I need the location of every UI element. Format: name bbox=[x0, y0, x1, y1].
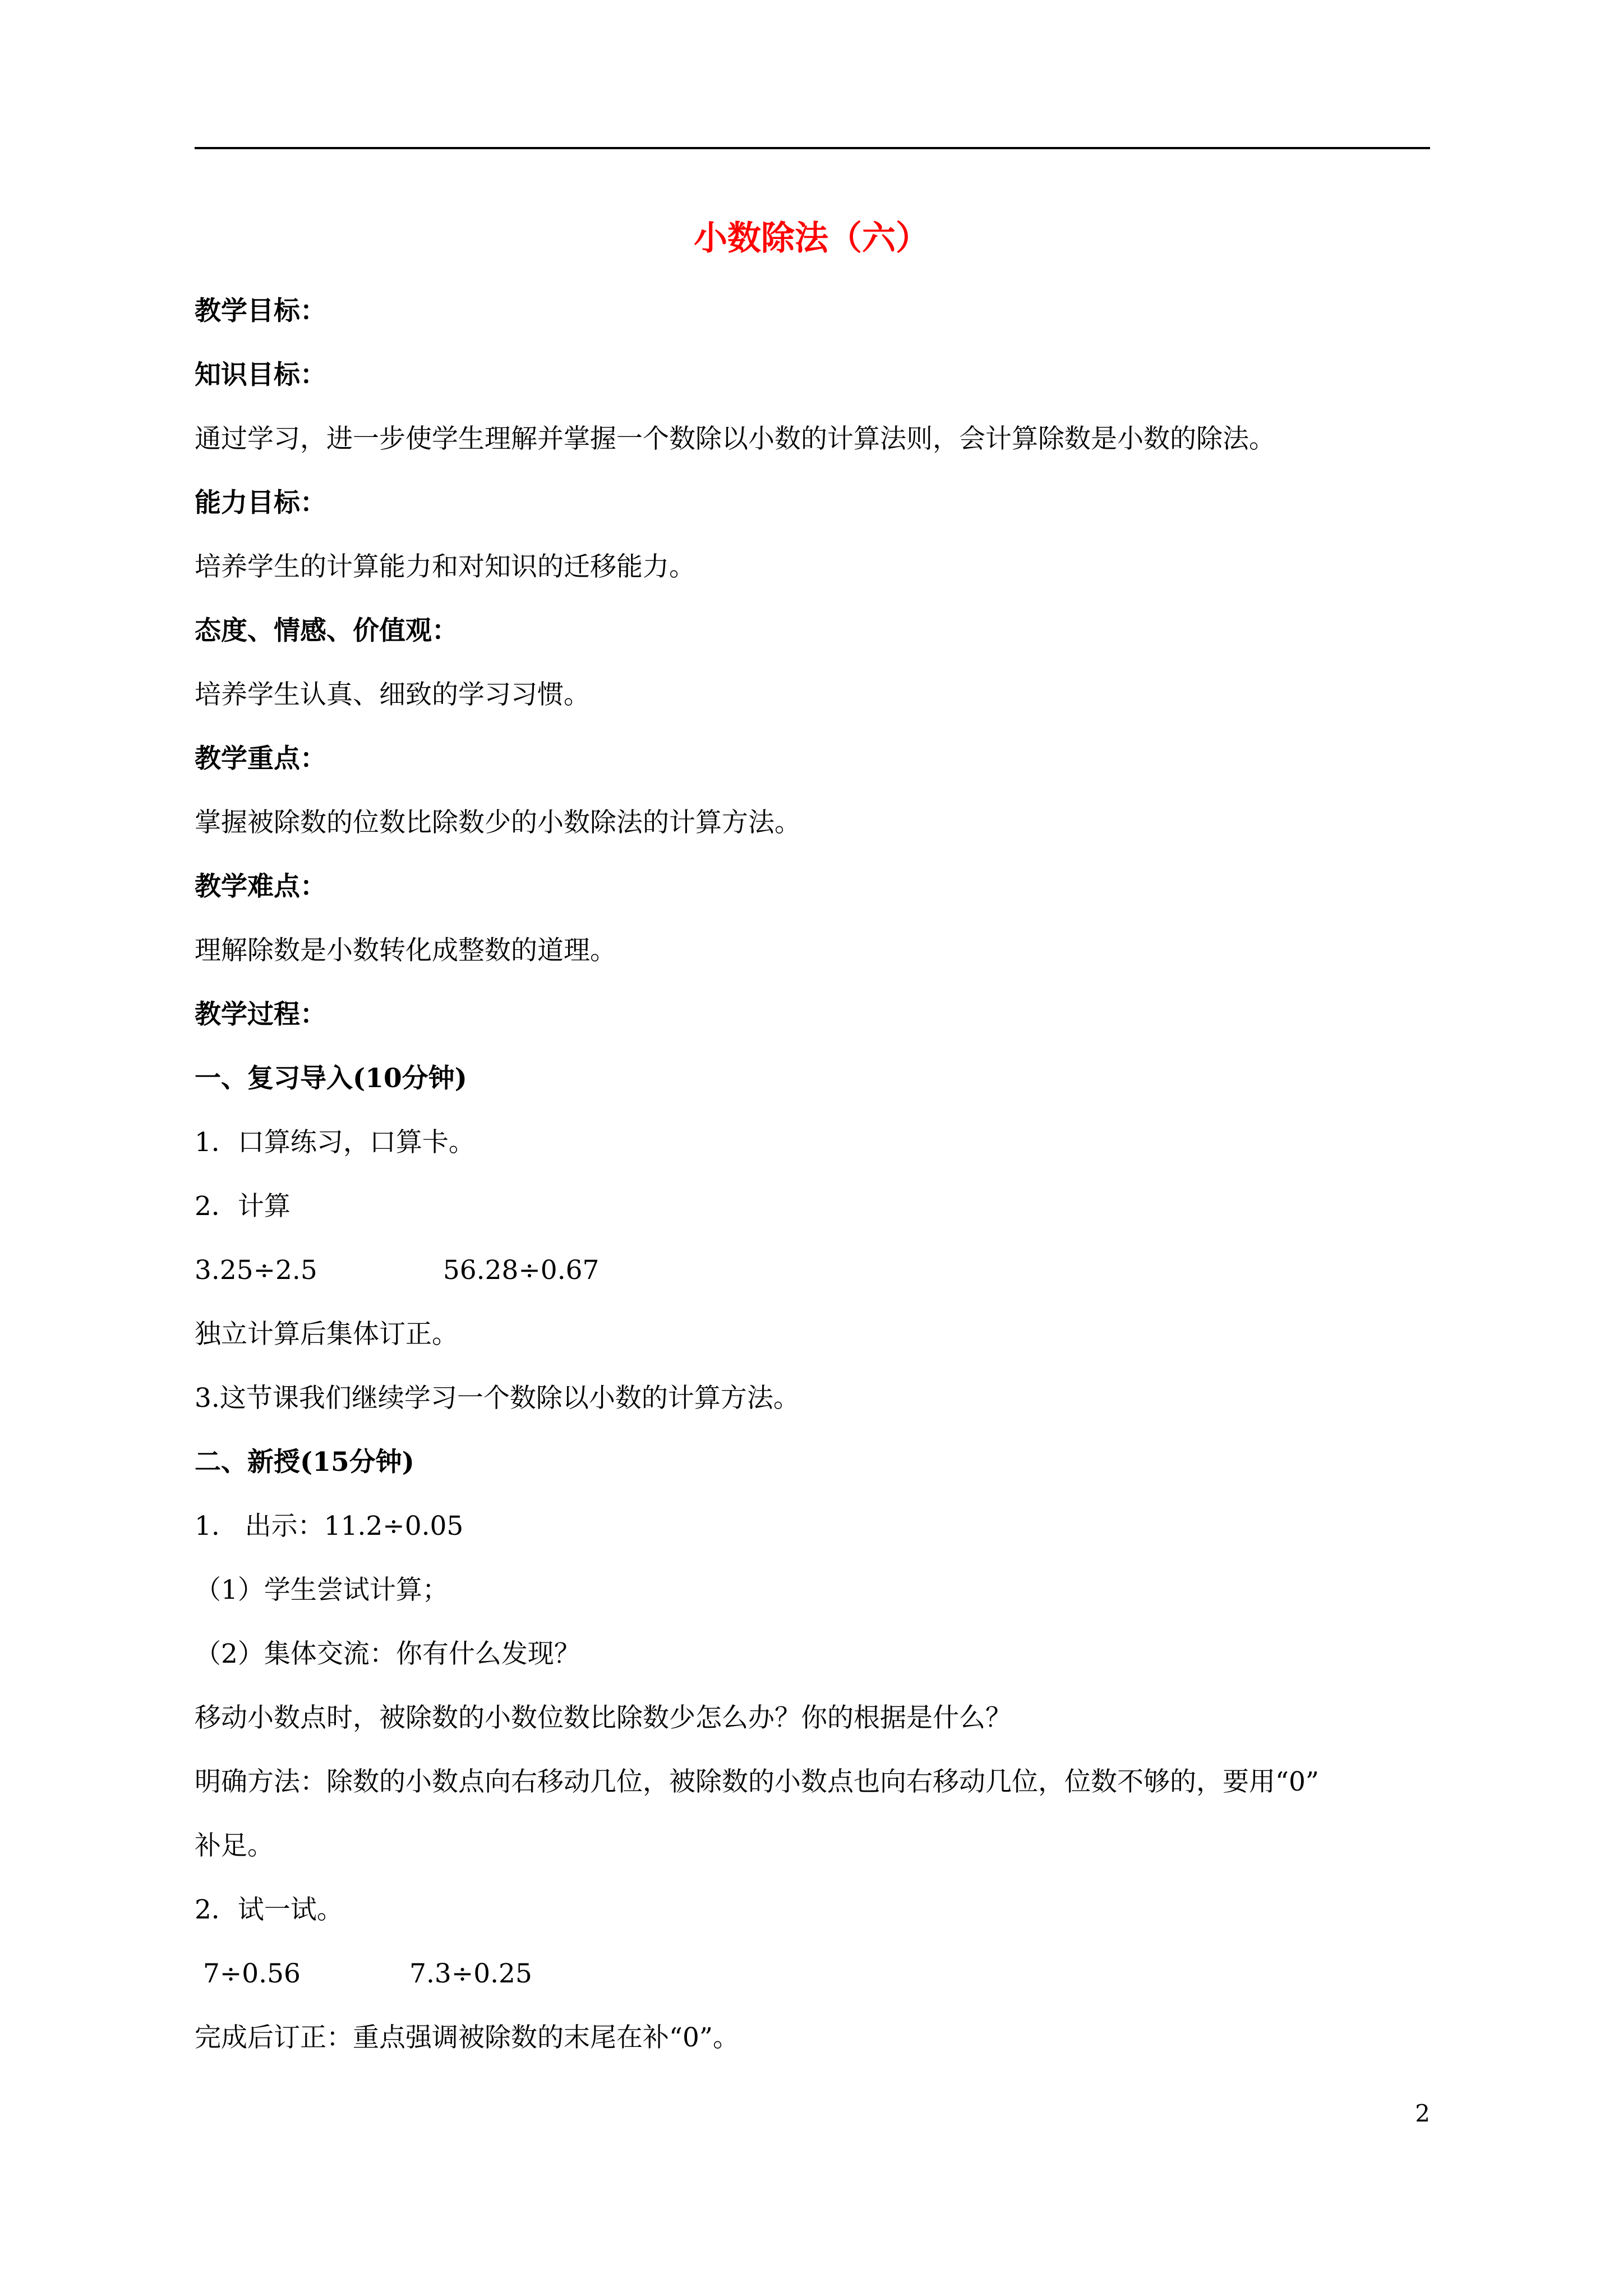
paragraph-correction: 独立计算后集体订正。 bbox=[195, 1319, 458, 1350]
paragraph-method-continued: 补足。 bbox=[195, 1830, 274, 1861]
section-heading-difficulties: 教学难点： bbox=[195, 871, 326, 902]
document-title: 小数除法（六） bbox=[694, 219, 929, 258]
list-item-group-discussion: （2）集体交流：你有什么发现？ bbox=[195, 1639, 580, 1669]
section-heading-teaching-goals: 教学目标： bbox=[195, 296, 326, 326]
section-heading-knowledge-goals: 知识目标： bbox=[195, 360, 326, 390]
paragraph-knowledge-goals: 通过学习，进一步使学生理解并掌握一个数除以小数的计算法则，会计算除数是小数的除法。 bbox=[195, 424, 1275, 454]
list-item-lesson-intro: 3.这节课我们继续学习一个数除以小数的计算方法。 bbox=[195, 1383, 800, 1414]
paragraph-key-points: 掌握被除数的位数比除数少的小数除法的计算方法。 bbox=[195, 807, 801, 838]
exercise-line-try-it: 7÷0.56 7.3÷0.25 bbox=[195, 1958, 532, 1989]
section-heading-teaching-process: 教学过程： bbox=[195, 999, 326, 1030]
header-rule bbox=[195, 147, 1430, 149]
paragraph-attitude-values: 培养学生认真、细致的学习习惯。 bbox=[195, 679, 590, 710]
list-item-oral-practice: 1．口算练习，口算卡。 bbox=[195, 1127, 475, 1158]
list-item-student-try: （1）学生尝试计算； bbox=[195, 1575, 449, 1605]
list-item-try-it: 2．试一试。 bbox=[195, 1894, 343, 1925]
list-item-calculate: 2．计算 bbox=[195, 1191, 291, 1222]
paragraph-difficulties: 理解除数是小数转化成整数的道理。 bbox=[195, 935, 616, 966]
section-heading-new-lesson: 二、新授(15分钟) bbox=[195, 1447, 414, 1478]
paragraph-ability-goals: 培养学生的计算能力和对知识的迁移能力。 bbox=[195, 551, 695, 582]
paragraph-question: 移动小数点时，被除数的小数位数比除数少怎么办？你的根据是什么？ bbox=[195, 1703, 1012, 1733]
section-heading-review: 一、复习导入(10分钟) bbox=[195, 1063, 467, 1094]
exercise-line-review: 3.25÷2.5 56.28÷0.67 bbox=[195, 1255, 600, 1286]
page-number: 2 bbox=[1415, 2100, 1430, 2127]
section-heading-ability-goals: 能力目标： bbox=[195, 487, 326, 518]
section-heading-key-points: 教学重点： bbox=[195, 743, 326, 774]
list-item-show-example: 1. 出示：11.2÷0.05 bbox=[195, 1511, 464, 1542]
paragraph-completion: 完成后订正：重点强调被除数的末尾在补“0”。 bbox=[195, 2022, 739, 2053]
section-heading-attitude-values: 态度、情感、价值观： bbox=[195, 615, 458, 646]
paragraph-method: 明确方法：除数的小数点向右移动几位，被除数的小数点也向右移动几位，位数不够的，要用“0” bbox=[195, 1766, 1319, 1797]
